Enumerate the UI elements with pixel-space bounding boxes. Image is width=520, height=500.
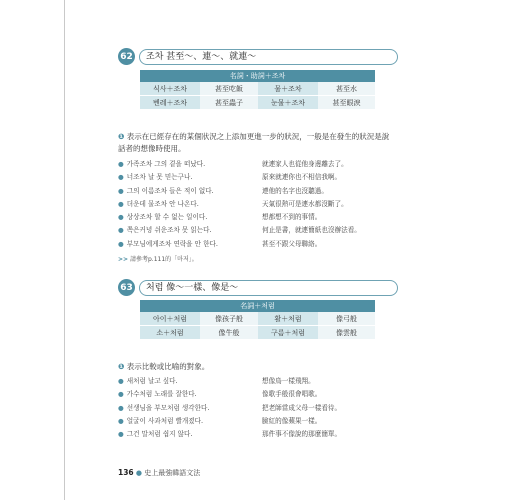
example-row — [118, 211, 408, 224]
table-cell: 소＋처럼 — [140, 326, 200, 340]
example-row — [118, 198, 408, 211]
conjugation-table-63 — [140, 300, 375, 340]
table-header: 名詞＋처럼 — [140, 300, 375, 312]
section-header — [118, 279, 398, 297]
table-cell: 식사＋조차 — [140, 82, 200, 96]
grammar-section-63 — [118, 279, 398, 297]
example-row — [118, 158, 408, 171]
example-row — [118, 375, 408, 388]
double-arrow-icon: >> — [118, 256, 129, 263]
example-row — [118, 402, 408, 415]
example-korean: 가족조차 그의 곁을 떠났다. — [126, 160, 206, 168]
table-header: 名詞・助詞＋조차 — [140, 70, 375, 82]
table-cell: 활＋처럼 — [258, 312, 318, 326]
example-chinese: 臉紅的像蘋果一樣。 — [262, 416, 322, 425]
table-row — [140, 96, 375, 110]
bullet-icon: ● — [118, 403, 124, 412]
example-korean: 부모님에게조차 연락을 안 한다. — [126, 239, 218, 248]
bullet-icon: ● — [118, 239, 124, 248]
example-korean: 새처럼 날고 싶다. — [126, 377, 178, 385]
example-row — [118, 388, 408, 401]
bullet-icon: ● — [118, 390, 124, 399]
grammar-section-62 — [118, 48, 398, 66]
page-edge-line — [64, 0, 65, 500]
section-title: 처럼 像～一樣、像是～ — [139, 280, 398, 296]
table-cell: 甚至水 — [318, 82, 375, 96]
section-title: 조차 甚至～、連～、就連～ — [139, 49, 398, 65]
example-chinese: 像歌手般很會唱歌。 — [262, 390, 322, 399]
example-chinese: 何止是書，就連簡紙也沒辦法看。 — [262, 226, 361, 235]
section-header — [118, 48, 398, 66]
example-chinese: 那件事不像說的那麼簡單。 — [262, 430, 342, 439]
table-row — [140, 82, 375, 96]
bullet-icon: ● — [118, 416, 124, 425]
example-korean: 그의 이름조차 들은 적이 없다. — [126, 186, 214, 195]
bullet-icon: ● — [118, 199, 124, 208]
example-korean: 선생님을 부모처럼 생각한다. — [126, 403, 210, 412]
bullet-icon: ● — [118, 377, 124, 385]
example-row — [118, 238, 408, 251]
bullet-icon: ● — [118, 186, 124, 195]
example-korean: 상상조차 할 수 없는 일이다. — [126, 213, 208, 222]
page-number: 136 — [118, 468, 134, 477]
table-cell: 물＋조차 — [258, 82, 318, 96]
explanation-number: ❶ — [118, 132, 125, 141]
conjugation-table-62 — [140, 70, 375, 110]
explanation-number: ❶ — [118, 362, 125, 371]
example-list-63 — [118, 375, 408, 441]
table-cell: 구름＋처럼 — [258, 326, 318, 340]
explanation-62 — [118, 131, 393, 155]
example-row — [118, 415, 408, 428]
example-chinese: 天氣很熱可是連水都沒斷了。 — [262, 199, 348, 208]
example-korean: 더운데 물조차 안 나온다. — [126, 199, 199, 208]
example-row — [118, 171, 408, 184]
example-korean: 너조차 날 못 믿는구나. — [126, 173, 193, 182]
example-korean: 가수처럼 노래를 잘한다. — [126, 390, 197, 399]
table-cell: 甚至蟲子 — [200, 96, 258, 110]
table-cell: 像雲般 — [318, 326, 375, 340]
example-chinese: 把老師當成父母一樣看待。 — [262, 403, 342, 412]
example-list-62 — [118, 158, 408, 251]
bullet-icon: ● — [118, 226, 124, 235]
reference-text: 請參考p.111的「마저」。 — [129, 256, 198, 263]
explanation-text: 表示比較或比喻的對象。 — [126, 362, 210, 371]
table-cell: 甚至眼淚 — [318, 96, 375, 110]
example-korean: 얼굴이 사과처럼 빨개졌다. — [126, 416, 204, 425]
example-chinese: 想都想不到的事情。 — [262, 213, 322, 222]
table-cell: 像牛般 — [200, 326, 258, 340]
example-korean: 쪽은커녕 쉬운조차 못 읽는다. — [126, 226, 212, 235]
example-row — [118, 224, 408, 237]
example-row — [118, 185, 408, 198]
bullet-icon: ● — [118, 430, 124, 439]
table-row — [140, 326, 375, 340]
example-chinese: 原來就連你也不相信我啊。 — [262, 173, 342, 182]
table-row — [140, 312, 375, 326]
section-number-badge: 63 — [118, 279, 135, 296]
table-cell: 아이＋처럼 — [140, 312, 200, 326]
book-title: 史上最強韓語文法 — [144, 469, 201, 477]
cross-reference — [118, 254, 198, 263]
example-row — [118, 428, 408, 441]
circle-dot-icon: ● — [135, 469, 142, 477]
explanation-text: 表示在已經存在的某個狀況之上添加更進一步的狀況，一般是在發生的狀況是說話者的想像時使用。 — [118, 132, 390, 153]
bullet-icon: ● — [118, 173, 124, 182]
table-cell: 벤레＋조차 — [140, 96, 200, 110]
page-footer — [118, 468, 200, 478]
table-cell: 像孩子般 — [200, 312, 258, 326]
table-cell: 눈물＋조차 — [258, 96, 318, 110]
example-chinese: 想像鳥一樣飛翔。 — [262, 377, 315, 385]
example-chinese: 就連家人也從他身邊離去了。 — [262, 160, 348, 168]
explanation-63 — [118, 361, 393, 373]
section-number-badge: 62 — [118, 48, 135, 65]
example-chinese: 甚至不跟父母聯絡。 — [262, 239, 322, 248]
table-cell: 像弓般 — [318, 312, 375, 326]
example-korean: 그건 말처럼 쉽지 않다. — [126, 430, 193, 439]
bullet-icon: ● — [118, 160, 124, 168]
bullet-icon: ● — [118, 213, 124, 222]
table-cell: 甚至吃飯 — [200, 82, 258, 96]
example-chinese: 連他的名字也沒聽過。 — [262, 186, 328, 195]
